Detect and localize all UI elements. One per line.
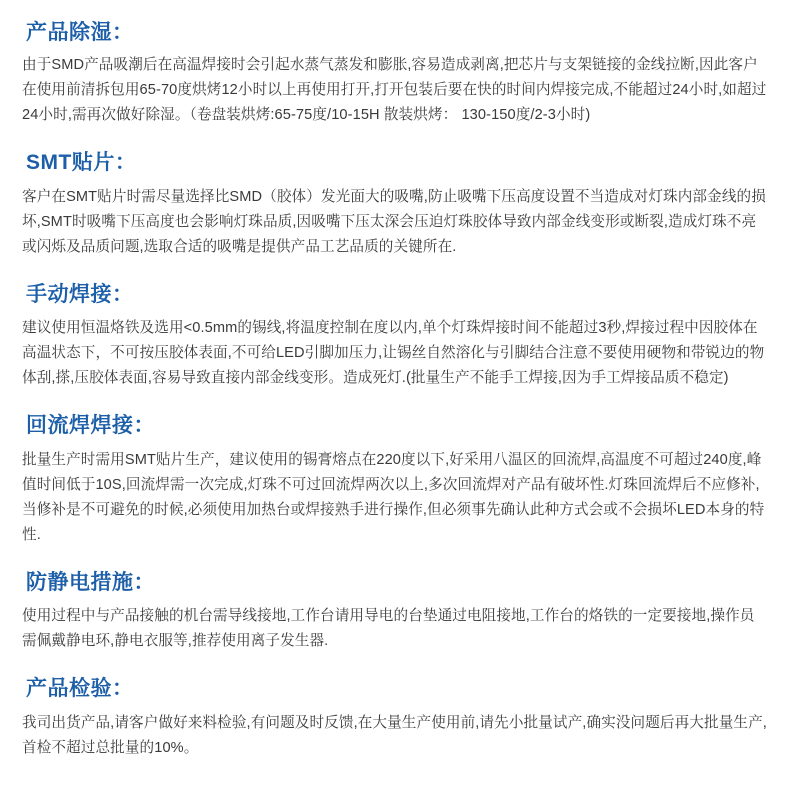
section-body-product-inspection: 我司出货产品,请客户做好来料检验,有问题及时反馈,在大量生产使用前,请先小批量试产,确实没问题后再大批量生产,首检不超过总批量的10%。 [22, 714, 767, 756]
section-body-smt: 客户在SMT贴片时需尽量选择比SMD（胶体）发光面大的吸嘴,防止吸嘴下压高度设置不当造成对灯珠内部金线的损坏,SMT时吸嘴下压高度也会影响灯珠品质,因吸嘴下压太深会压迫灯珠胶体导致内部金线变形或断裂,造成灯珠不亮或闪烁及品质问题,选取合适的吸嘴是提供产品工艺品质的关键所在. [22, 188, 766, 255]
section-product-inspection [22, 676, 768, 760]
section-title-esd-measures: 防静电措施： [26, 570, 155, 594]
section-title-smt: SMT贴片： [26, 151, 137, 175]
section-reflow-soldering [22, 413, 768, 548]
section-title-manual-soldering: 手动焊接： [26, 282, 134, 306]
section-manual-soldering [22, 282, 768, 391]
section-dehumidify [22, 20, 768, 128]
section-body-manual-soldering: 建议使用恒温烙铁及选用<0.5mm的锡线,将温度控制在度以内,单个灯珠焊接时间不能超过3秒,焊接过程中因胶体在高温状态下，不可按压胶体表面,不可给LED引脚加压力,让锡丝自然溶化与引脚结合注意不要使用硬物和带锐边的物体刮,搽,压胶体表面,容易导致直接内部金线变形。造成死灯.(批量生产不能手工焊接,因为手工焊接品质不稳定) [22, 320, 765, 387]
section-title-reflow-soldering: 回流焊焊接： [26, 414, 155, 438]
section-body-dehumidify: 由于SMD产品吸潮后在高温焊接时会引起水蒸气蒸发和膨胀,容易造成剥离,把芯片与支架链接的金线拉断,因此客户在使用前清拆包用65-70度烘烤12小时以上再使用打开,打开包装后要在快的时间内焊接完成,不能超过24小时,如超过24小时,需再次做好除湿。（卷盘装烘烤:65-75度/10-15H 散装烘烤： 130-150度/2-3小时) [22, 57, 767, 124]
section-body-reflow-soldering: 批量生产时需用SMT贴片生产，建议使用的锡膏熔点在220度以下,好采用八温区的回流焊,高温度不可超过240度,峰值时间低于10S,回流焊需一次完成,灯珠不可过回流焊两次以上,多次回流焊对产品有破坏性.灯珠回流焊后不应修补,当修补是不可避免的时候,必须使用加热台或焊接熟手进行操作,但必须事先确认此种方式会或不会损坏LED本身的特性. [22, 451, 765, 543]
section-title-dehumidify: 产品除湿： [26, 21, 134, 44]
section-esd-measures [22, 570, 768, 654]
section-title-product-inspection: 产品检验： [26, 677, 134, 701]
section-body-esd-measures: 使用过程中与产品接触的机台需导线接地,工作台请用导电的台垫通过电阻接地,工作台的烙铁的一定要接地,操作员需佩戴静电环,静电衣服等,推荐使用离子发生器. [22, 608, 755, 650]
section-smt [22, 150, 768, 259]
